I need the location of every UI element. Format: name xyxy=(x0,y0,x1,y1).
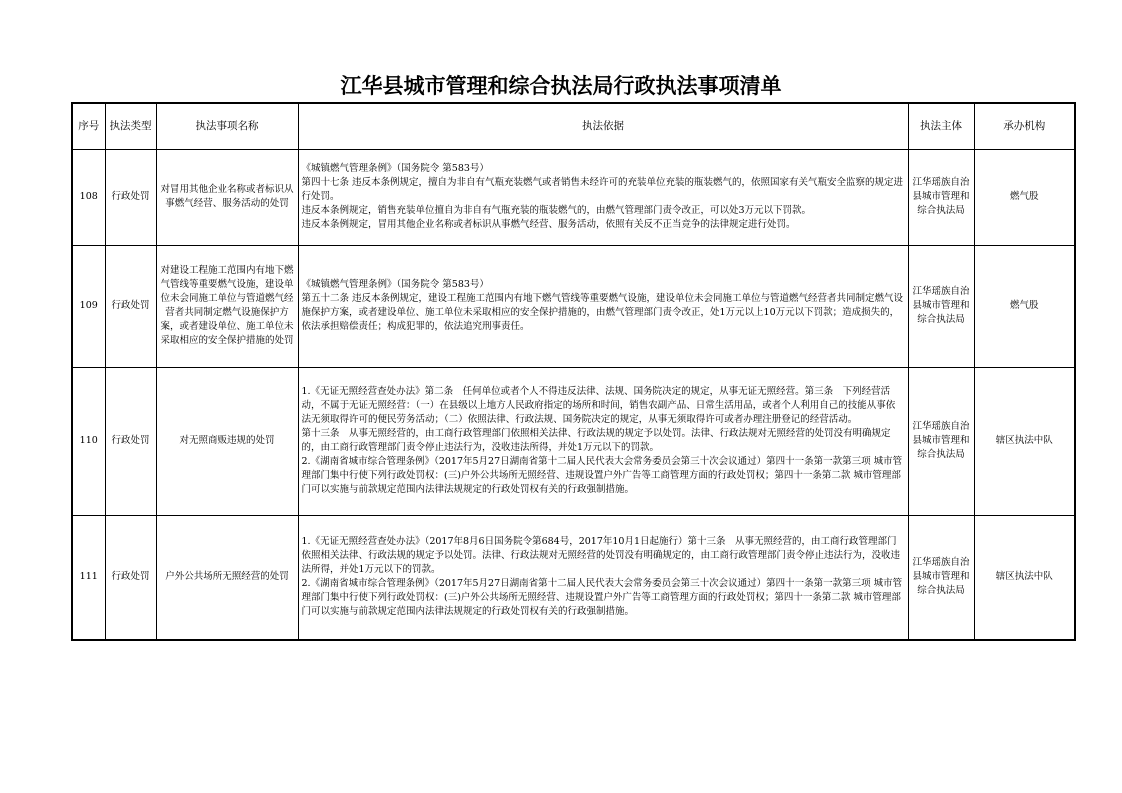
row-basis xyxy=(298,367,908,515)
row-org: 燃气股 xyxy=(974,149,1075,245)
header-no: 序号 xyxy=(72,103,105,149)
row-org: 燃气股 xyxy=(974,245,1075,367)
basis-paragraph: 《城镇燃气管理条例》（国务院令 第583号） xyxy=(301,163,489,174)
basis-paragraph: 1.《无证无照经营查处办法》（2017年8月6日国务院令第684号，2017年10月1日起施行）第十三条 从事无照经营的，由工商行政管理部门依照相关法律、行政法规的规定予以处罚。法律、行政法规对无照经营的处罚没有明确规定的，由工商行政管理部门责令停止违法行为，没收违法所得，并处1万元以下的罚款。 xyxy=(301,536,901,576)
row-org: 辖区执法中队 xyxy=(974,515,1075,640)
row-subject: 江华瑶族自治县城市管理和综合执法局 xyxy=(908,515,974,640)
row-no: 108 xyxy=(72,149,105,245)
header-subject: 执法主体 xyxy=(908,103,974,149)
row-basis xyxy=(298,515,908,640)
table-row xyxy=(72,367,1075,515)
row-subject: 江华瑶族自治县城市管理和综合执法局 xyxy=(908,367,974,515)
row-item-name: 对建设工程施工范围内有地下燃气管线等重要燃气设施，建设单位未会同施工单位与管道燃气经营者共同制定燃气设施保护方案，或者建设单位、施工单位未采取相应的安全保护措施的处罚 xyxy=(156,245,298,367)
basis-paragraph: 2.《湖南省城市综合管理条例》（2017年5月27日湖南省第十二届人民代表大会常务委员会第三十次会议通过）第四十一条第一款第三项 城市管理部门集中行使下列行政处罚权：(三)户外公共场所无照经营、违规设置户外广告等工商管理方面的行政处罚权；第四十一条第二款 城市管理部门可以实施与前款规定范围内法律法规规定的行政处罚权有关的行政强制措施。 xyxy=(301,578,903,618)
row-no: 110 xyxy=(72,367,105,515)
row-item-name: 对冒用其他企业名称或者标识从事燃气经营、服务活动的处罚 xyxy=(156,149,298,245)
table-row xyxy=(72,149,1075,245)
table-header-row xyxy=(72,103,1075,149)
basis-paragraph: 第五十二条 违反本条例规定，建设工程施工范围内有地下燃气管线等重要燃气设施，建设单位未会同施工单位与管道燃气经营者共同制定燃气设施保护方案，或者建设单位、施工单位未采取相应的安全保护措施的，由燃气管理部门责令改正，处1万元以上10万元以下罚款；造成损失的，依法承担赔偿责任；构成犯罪的，依法追究刑事责任。 xyxy=(301,293,904,332)
row-org: 辖区执法中队 xyxy=(974,367,1075,515)
row-type: 行政处罚 xyxy=(105,367,156,515)
basis-paragraph: 第四十七条 违反本条例规定，擅自为非自有气瓶充装燃气或者销售未经许可的充装单位充装的瓶装燃气的，依照国家有关气瓶安全监察的规定进行处罚。 xyxy=(301,177,904,202)
row-item-name: 对无照商贩违规的处罚 xyxy=(156,367,298,515)
row-item-name: 户外公共场所无照经营的处罚 xyxy=(156,515,298,640)
row-no: 111 xyxy=(72,515,105,640)
row-basis xyxy=(298,245,908,367)
header-org: 承办机构 xyxy=(974,103,1075,149)
basis-paragraph: 违反本条例规定，冒用其他企业名称或者标识从事燃气经营、服务活动，依照有关反不正当竞争的法律规定进行处罚。 xyxy=(301,219,796,230)
page-title: 江华县城市管理和综合执法局行政执法事项清单 xyxy=(340,73,782,98)
table-row xyxy=(72,515,1075,640)
basis-paragraph: 违反本条例规定，销售充装单位擅自为非自有气瓶充装的瓶装燃气的，由燃气管理部门责令改正，可以处3万元以下罚款。 xyxy=(301,205,812,216)
row-no: 109 xyxy=(72,245,105,367)
header-name: 执法事项名称 xyxy=(156,103,298,149)
basis-paragraph: 《城镇燃气管理条例》（国务院令 第583号） xyxy=(301,279,489,290)
basis-paragraph: 1.《无证无照经营查处办法》第二条 任何单位或者个人不得违反法律、法规、国务院决定的规定，从事无证无照经营。第三条 下列经营活动，不属于无证无照经营：（一）在县级以上地方人民政府指定的场所和时间，销售农副产品、日常生活用品，或者个人利用自己的技能从事依法无须取得许可的便民劳务活动；（二）依照法律、行政法规、国务院决定的规定，从事无须取得许可或者办理注册登记的经营活动。 xyxy=(301,386,896,425)
table-row xyxy=(72,245,1075,367)
row-type: 行政处罚 xyxy=(105,515,156,640)
row-type: 行政处罚 xyxy=(105,149,156,245)
header-basis: 执法依据 xyxy=(298,103,908,149)
header-type: 执法类型 xyxy=(105,103,156,149)
basis-paragraph: 2.《湖南省城市综合管理条例》（2017年5月27日湖南省第十二届人民代表大会常务委员会第三十次会议通过）第四十一条第一款第三项 城市管理部门集中行使下列行政处罚权：(三)户外公共场所无照经营、违规设置户外广告等工商管理方面的行政处罚权；第四十一条第二款 城市管理部门可以实施与前款规定范围内法律法规规定的行政处罚权有关的行政强制措施。 xyxy=(301,456,903,495)
row-type: 行政处罚 xyxy=(105,245,156,367)
row-basis xyxy=(298,149,908,245)
row-subject: 江华瑶族自治县城市管理和综合执法局 xyxy=(908,149,974,245)
basis-paragraph: 第十三条 从事无照经营的，由工商行政管理部门依照相关法律、行政法规的规定予以处罚。法律、行政法规对无照经营的处罚没有明确规定的，由工商行政管理部门责令停止违法行为，没收违法所得，并处1万元以下的罚款。 xyxy=(301,428,891,453)
row-subject: 江华瑶族自治县城市管理和综合执法局 xyxy=(908,245,974,367)
enforcement-items-table xyxy=(71,102,1076,641)
